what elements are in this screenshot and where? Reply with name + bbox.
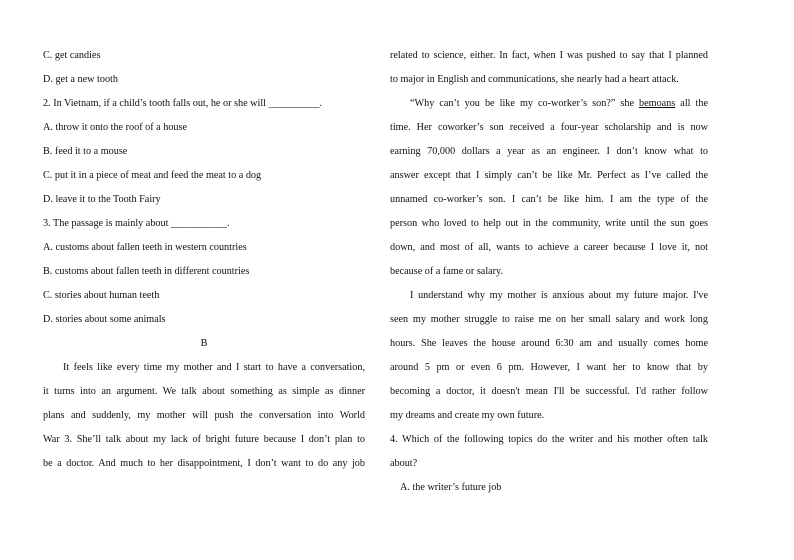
q2-stem: 2. In Vietnam, if a child’s tooth falls out, he or she will __________. [43, 98, 323, 109]
passage-text: all the [675, 98, 708, 109]
passage-line: plans and suddenly, my mother will push the conversation into World [43, 410, 365, 421]
right-column [390, 44, 708, 500]
passage-line: it turns into an argument. We talk about something as simple as dinner [43, 386, 365, 397]
passage-line: related to science, either. In fact, when I was pushed to say that I planned [390, 50, 708, 61]
passage-line: hours. She leaves the house around 6:30 am and usually comes home [390, 338, 708, 349]
passage-line: be a doctor. And much to her disappointment, I don’t want to do any job [43, 458, 365, 469]
passage-line: becoming a doctor, it doesn't mean I'll be successful. I'd rather follow [390, 386, 708, 397]
section-heading: B [200, 338, 208, 349]
q3-option-b: B. customs about fallen teeth in different countries [43, 266, 250, 277]
passage-line: War 3. She’ll talk about my lack of bright future because I don’t plan to [43, 434, 365, 445]
q4-stem: 4. Which of the following topics do the writer and his mother often talk [390, 434, 708, 445]
q1-option-c: C. get candies [43, 50, 101, 61]
passage-line: around 5 pm or even 6 pm. However, I want her to know that by [390, 362, 708, 373]
q4-option-a: A. the writer’s future job [400, 482, 502, 493]
q1-option-d: D. get a new tooth [43, 74, 118, 85]
passage-line-bemoans [390, 92, 708, 116]
q4-stem-continued: about? [390, 458, 418, 469]
passage-line: unnamed co-worker’s son. I can’t be like him. I am the type of the [390, 194, 708, 205]
passage-line: earning 70,000 dollars a year as an engineer. I don’t know what to [390, 146, 708, 157]
underlined-word: bemoans [639, 98, 676, 109]
passage-line: my dreams and create my own future. [390, 410, 545, 421]
passage-line: time. Her coworker’s son received a four-year scholarship and is now [390, 122, 708, 133]
q3-stem: 3. The passage is mainly about ___________. [43, 218, 230, 229]
q2-option-c: C. put it in a piece of meat and feed the meat to a dog [43, 170, 262, 181]
passage-line: answer except that I simply can’t be like Mr. Perfect as I’ve called the [390, 170, 708, 181]
passage-line: seen my mother struggle to raise me on her small salary and work long [390, 314, 708, 325]
passage-line: person who loved to help out in the community, write until the sun goes [390, 218, 708, 229]
passage-line: because of a fame or salary. [390, 266, 504, 277]
passage-line: It feels like every time my mother and I start to have a conversation, [63, 362, 365, 373]
q3-option-a: A. customs about fallen teeth in western countries [43, 242, 247, 253]
passage-line: down, and most of all, wants to achieve a career because I love it, not [390, 242, 708, 253]
q2-option-b: B. feed it to a mouse [43, 146, 128, 157]
passage-text: “Why can’t you be like my co-worker’s son?” she [410, 98, 640, 109]
q2-option-a: A. throw it onto the roof of a house [43, 122, 188, 133]
q3-option-d: D. stories about some animals [43, 314, 166, 325]
q3-option-c: C. stories about human teeth [43, 290, 160, 301]
passage-line: to major in English and communications, she nearly had a heart attack. [390, 74, 679, 85]
q2-option-d: D. leave it to the Tooth Fairy [43, 194, 161, 205]
left-column [43, 44, 365, 476]
passage-line: I understand why my mother is anxious about my future major. I've [410, 290, 708, 301]
